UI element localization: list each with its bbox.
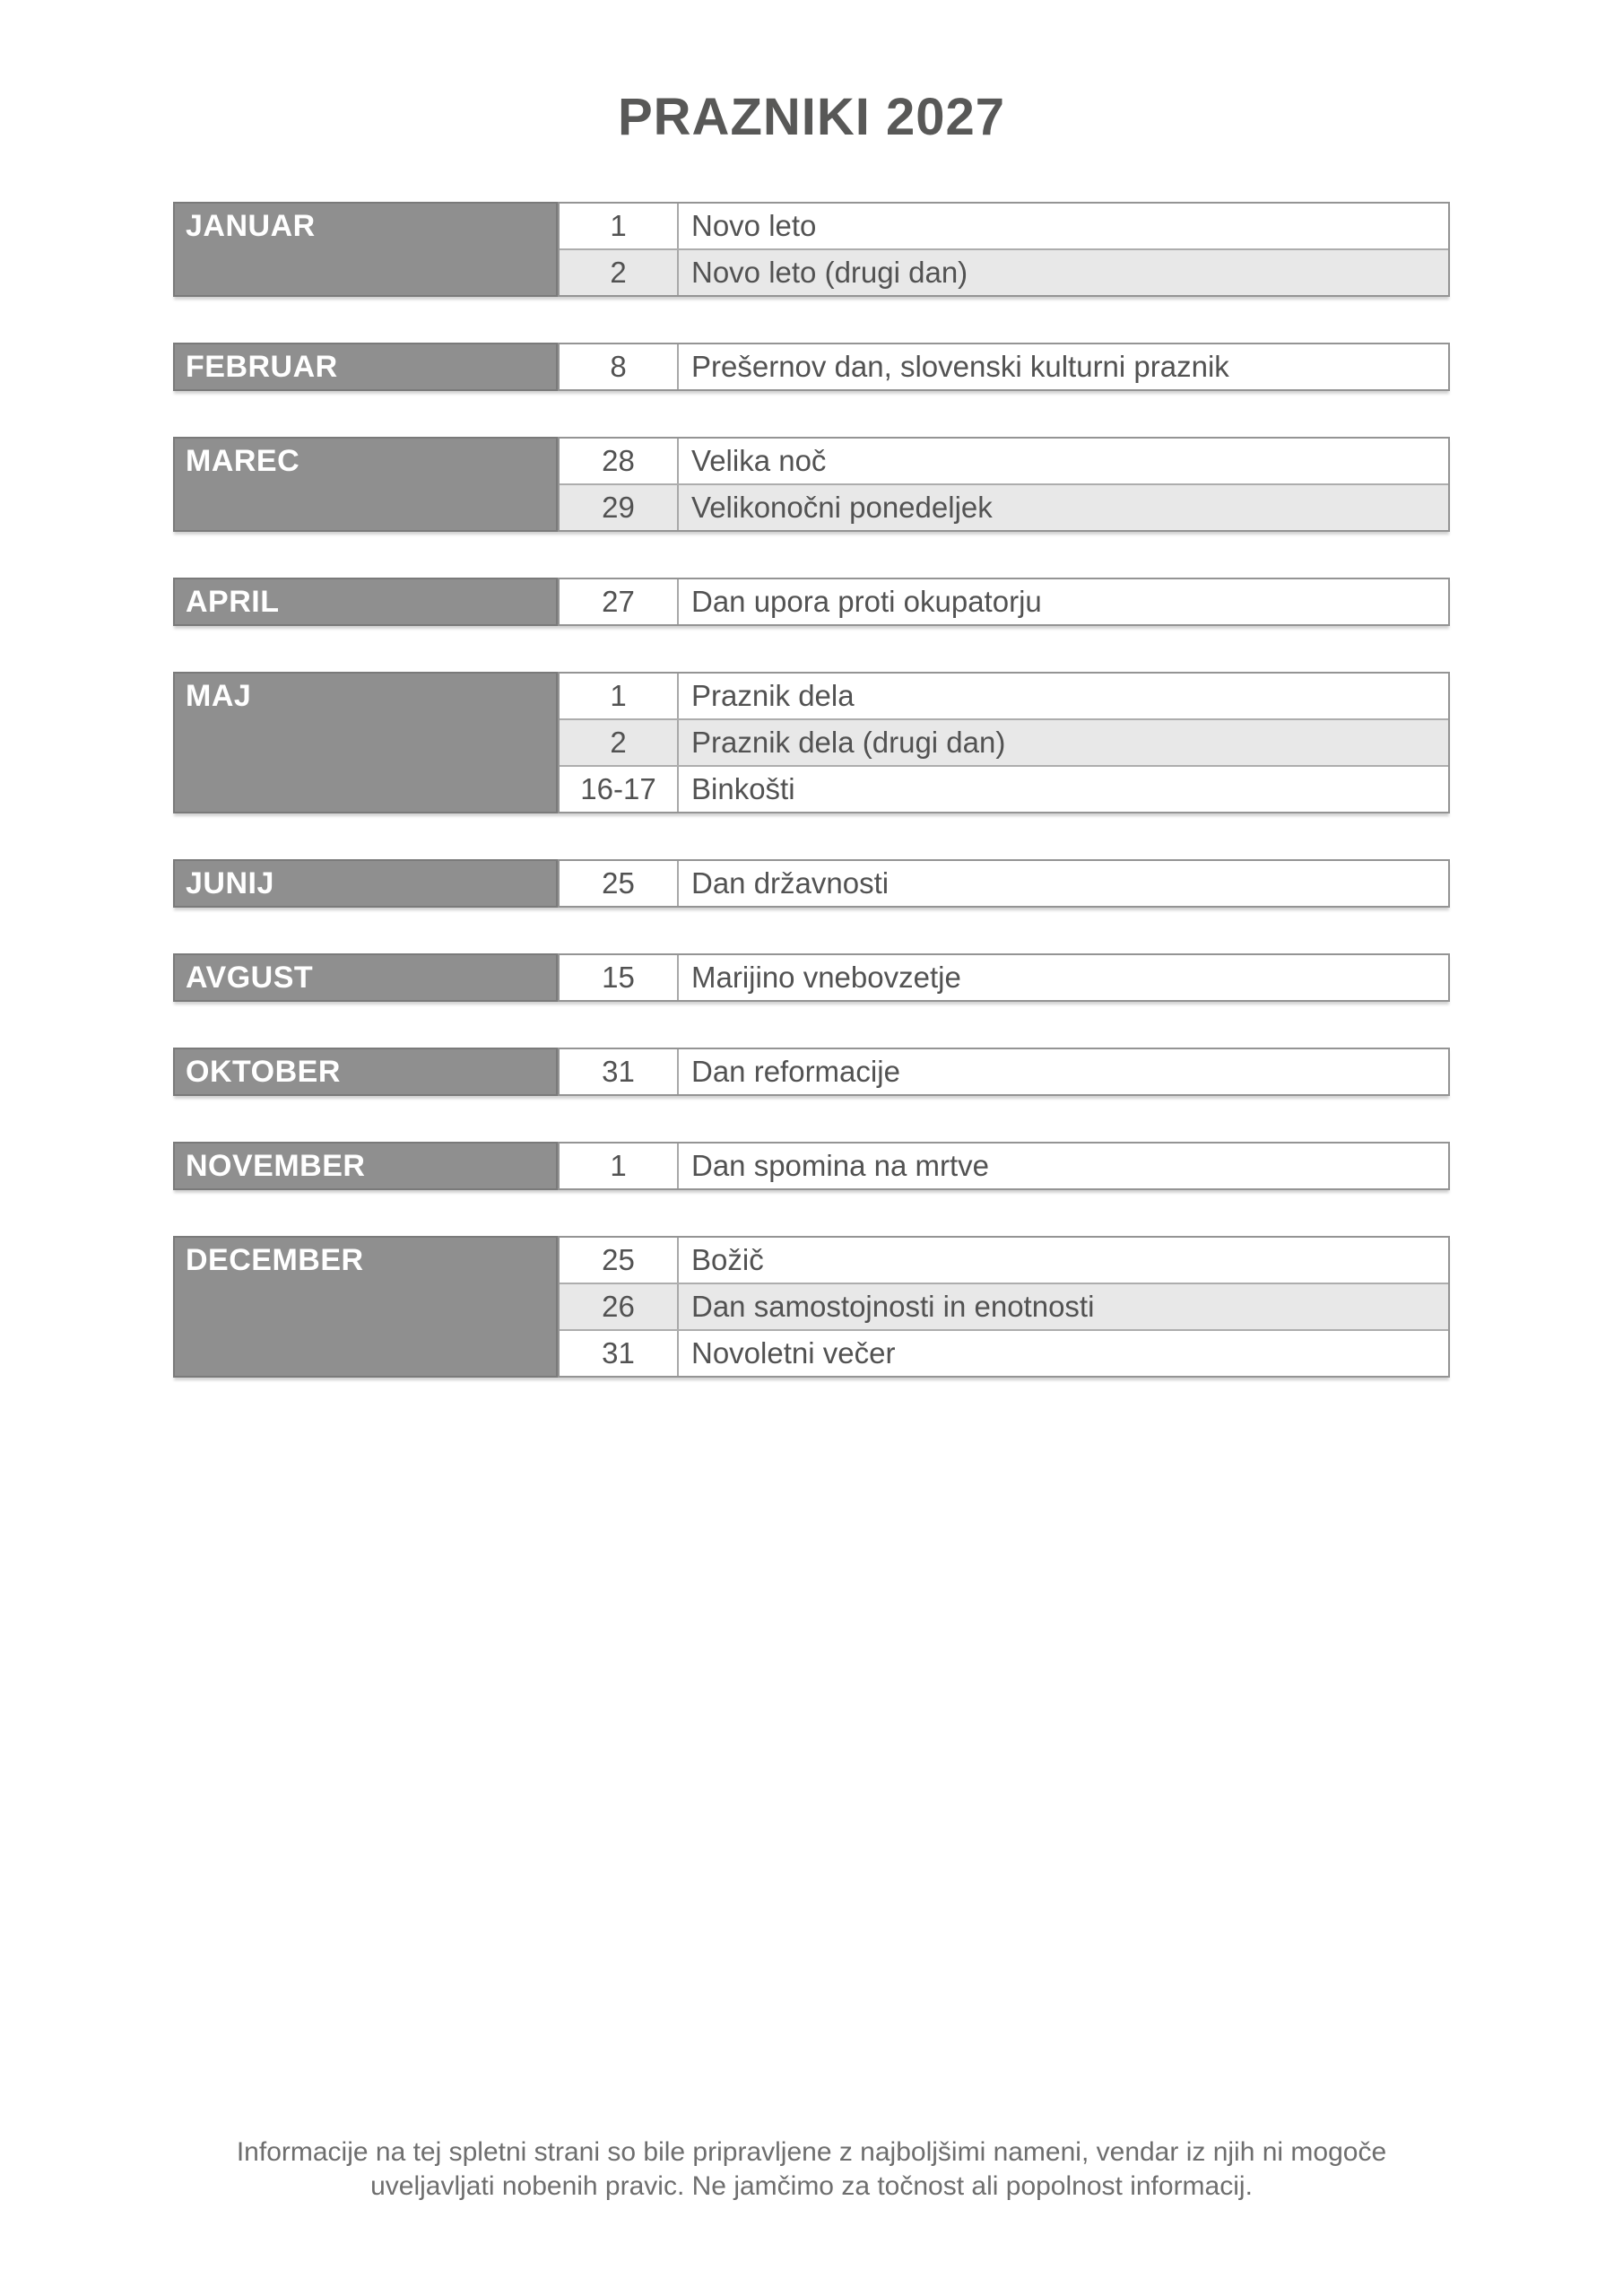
- holiday-day: 8: [560, 344, 679, 389]
- month-rows: [558, 672, 1450, 813]
- holiday-name: Binkošti: [691, 772, 795, 805]
- holiday-day: 27: [560, 579, 679, 624]
- holiday-name: Praznik dela: [691, 679, 855, 712]
- holiday-name: Novoletni večer: [691, 1336, 896, 1370]
- month-rows: [558, 1048, 1450, 1096]
- month-rows: [558, 1236, 1450, 1378]
- holiday-row: [560, 483, 1448, 530]
- month-label: APRIL: [173, 578, 558, 626]
- month-rows: [558, 343, 1450, 391]
- holiday-day: 1: [560, 674, 679, 718]
- holiday-day: 2: [560, 720, 679, 765]
- holiday-name: Dan spomina na mrtve: [691, 1149, 989, 1182]
- holiday-name: Marijino vnebovzetje: [691, 961, 961, 994]
- holiday-name: Prešernov dan, slovenski kulturni praznik: [691, 350, 1229, 383]
- holiday-row: [560, 1283, 1448, 1329]
- holiday-row: [560, 439, 1448, 483]
- month-label: NOVEMBER: [173, 1142, 558, 1190]
- month-label: MAJ: [173, 672, 558, 813]
- month-rows: [558, 202, 1450, 297]
- holiday-name: Velikonočni ponedeljek: [691, 491, 993, 524]
- month-section-november: [173, 1142, 1450, 1190]
- holiday-row: [560, 344, 1448, 389]
- month-section-maj: [173, 672, 1450, 813]
- month-rows: [558, 437, 1450, 532]
- holiday-row: [560, 204, 1448, 248]
- month-label: FEBRUAR: [173, 343, 558, 391]
- holiday-day: 26: [560, 1284, 679, 1329]
- holiday-day: 15: [560, 955, 679, 1000]
- holiday-name: Novo leto (drugi dan): [691, 256, 968, 289]
- disclaimer-line-1: Informacije na tej spletni strani so bile pripravljene z najboljšimi nameni, vendar iz njih ni mogoče: [236, 2137, 1387, 2167]
- holiday-name: Velika noč: [691, 444, 827, 477]
- holiday-day: 31: [560, 1331, 679, 1376]
- month-label: AVGUST: [173, 953, 558, 1002]
- page-title: PRAZNIKI 2027: [617, 88, 1006, 146]
- holiday-row: [560, 1049, 1448, 1094]
- holiday-row: [560, 1144, 1448, 1188]
- holiday-row: [560, 861, 1448, 906]
- month-section-junij: [173, 859, 1450, 908]
- holiday-row: [560, 579, 1448, 624]
- holiday-name: Dan reformacije: [691, 1055, 900, 1088]
- month-section-oktober: [173, 1048, 1450, 1096]
- month-section-februar: [173, 343, 1450, 391]
- month-rows: [558, 859, 1450, 908]
- holiday-day: 31: [560, 1049, 679, 1094]
- holiday-day: 29: [560, 485, 679, 530]
- month-section-januar: [173, 202, 1450, 297]
- holiday-row: [560, 1238, 1448, 1283]
- holiday-day: 28: [560, 439, 679, 483]
- holiday-name: Božič: [691, 1243, 764, 1276]
- holidays-table: [173, 202, 1450, 1423]
- month-label: OKTOBER: [173, 1048, 558, 1096]
- month-label: JANUAR: [173, 202, 558, 297]
- disclaimer-line-2: uveljavljati nobenih pravic. Ne jamčimo za točnost ali popolnost informacij.: [370, 2171, 1253, 2201]
- holiday-row: [560, 955, 1448, 1000]
- month-section-april: [173, 578, 1450, 626]
- holiday-day: 16-17: [560, 767, 679, 812]
- holiday-day: 2: [560, 250, 679, 295]
- month-label: MAREC: [173, 437, 558, 532]
- holiday-name: Novo leto: [691, 209, 817, 242]
- holiday-row: [560, 718, 1448, 765]
- holiday-row: [560, 1329, 1448, 1376]
- holiday-name: Praznik dela (drugi dan): [691, 726, 1006, 759]
- holiday-day: 25: [560, 861, 679, 906]
- month-rows: [558, 1142, 1450, 1190]
- month-label: JUNIJ: [173, 859, 558, 908]
- holiday-row: [560, 248, 1448, 295]
- holiday-name: Dan samostojnosti in enotnosti: [691, 1290, 1095, 1323]
- holiday-row: [560, 674, 1448, 718]
- holiday-row: [560, 765, 1448, 812]
- month-rows: [558, 953, 1450, 1002]
- holiday-name: Dan državnosti: [691, 866, 890, 900]
- month-section-avgust: [173, 953, 1450, 1002]
- holiday-day: 1: [560, 1144, 679, 1188]
- disclaimer-text: [0, 2135, 1623, 2204]
- month-section-december: [173, 1236, 1450, 1378]
- month-section-marec: [173, 437, 1450, 532]
- month-rows: [558, 578, 1450, 626]
- holiday-day: 25: [560, 1238, 679, 1283]
- holiday-day: 1: [560, 204, 679, 248]
- holiday-name: Dan upora proti okupatorju: [691, 585, 1042, 618]
- month-label: DECEMBER: [173, 1236, 558, 1378]
